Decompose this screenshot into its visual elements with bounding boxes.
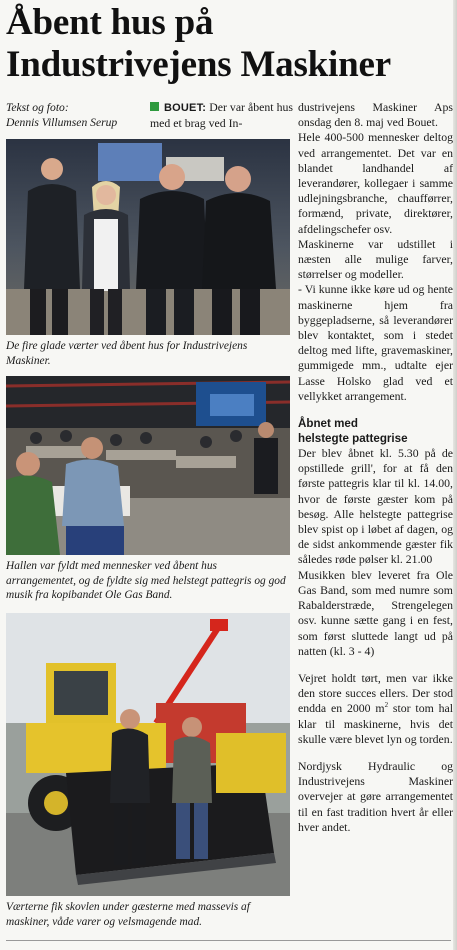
photo-hosts [6,139,290,335]
photo-machines [6,613,290,896]
body-paragraph-7 [298,671,453,747]
article-headline [6,2,451,86]
bottom-rule [6,940,451,941]
photo-hosts-image [6,139,290,335]
body-paragraph-1: dustrivejens Maskiner Aps onsdag den 8. maj ved Bouet. [298,100,453,130]
lead-text: Der var åbent hus med et brag ved In- [150,100,293,131]
superscript-two: 2 [384,701,389,710]
credit-line-2: Dennis Villumsen Serup [6,116,118,129]
body-paragraph-5: Der blev åbnet kl. 5.30 på de opstillede grill', for at få den første pattegris klar til kl. 14.00, hvor de første gæster kom på besøg. Alle helstegte pattegrise blev spist op i løbet af dagen, og de sidst ankommende gæster fik således røde pølser kl. 21.00 [298,446,453,567]
lead-label: BOUET: [164,102,207,114]
headline-line-2: Industrivejens Maskiner [6,44,391,85]
subheading-line-1: Åbnet med [298,417,358,431]
paragraph-gap [298,404,453,416]
body-paragraph-7-text: Vejret holdt tørt, men var ikke den store succes ellers. Der stod endda en 2000 m [298,670,453,716]
bullet-square-icon [150,102,159,111]
body-paragraph-4: - Vi kunne ikke køre ud og hente maskinerne hjem fra byggepladserne, så leverandører blev kontaktet, som i stedet deltog med lifte, gravemaskiner, gummigede mm., udtalte ejer Lasse Holsko glad ved et vellykket arrangement. [298,282,453,403]
article-column-lead [150,100,293,131]
body-paragraph-2: Hele 400-500 mennesker deltog ved arrangementet. Det var en blandet landhandel af leverandører, kollegaer i samme udlejningsbranche, chaufførrer, formænd, private, direktører, afdelingschefer osv. [298,130,453,236]
photo-hall [6,376,290,555]
page-edge-shadow [453,0,457,950]
body-paragraph-3: Maskinerne var udstillet i næsten alle mulige farver, størrelser og modeller. [298,236,453,282]
article-column-body [298,100,453,835]
photo-machines-image [6,613,290,896]
credit-line-1: Tekst og foto: [6,101,69,114]
photo-hall-image [6,376,290,555]
paragraph-gap [298,659,453,671]
photo-hosts-caption: De fire glade værter ved åbent hus for Industrivejens Maskiner. [6,340,248,367]
body-paragraph-6: Musikken blev leveret fra Ole Gas Band, som med numre som Rabalderstræde, Strengelegen osv. kunne sætte gang i en fest, som først sluttede langt ud på natten (kl. 3 - 4) [298,567,453,658]
photo-hall-caption: Hallen var fyldt med mennesker ved åbent hus arrangementet, og de fyldte sig med helstegt pattegris og god musik fra kopibandet Ole Gas Band. [6,560,286,602]
photo-machines-caption: Værterne fik skovlen under gæsterne med massevis af maskiner, våde varer og velsmagende mad. [6,901,250,928]
body-paragraph-8: Nordjysk Hydraulic og Industrivejens Maskiner overvejer at gøre arrangementet til en fast tradition hvert år eller hver andet. [298,758,453,834]
paragraph-gap [298,747,453,759]
body-paragraph-7-text-end: stor tom hal klar til maskinerne, hvis det skulle være blevet lyn og torden. [298,701,454,746]
subheading-line-2: helstegte pattegrise [298,432,408,446]
headline-line-1: Åbent hus på [6,2,214,43]
photo-credit [6,100,141,130]
lead-paragraph [150,100,293,131]
